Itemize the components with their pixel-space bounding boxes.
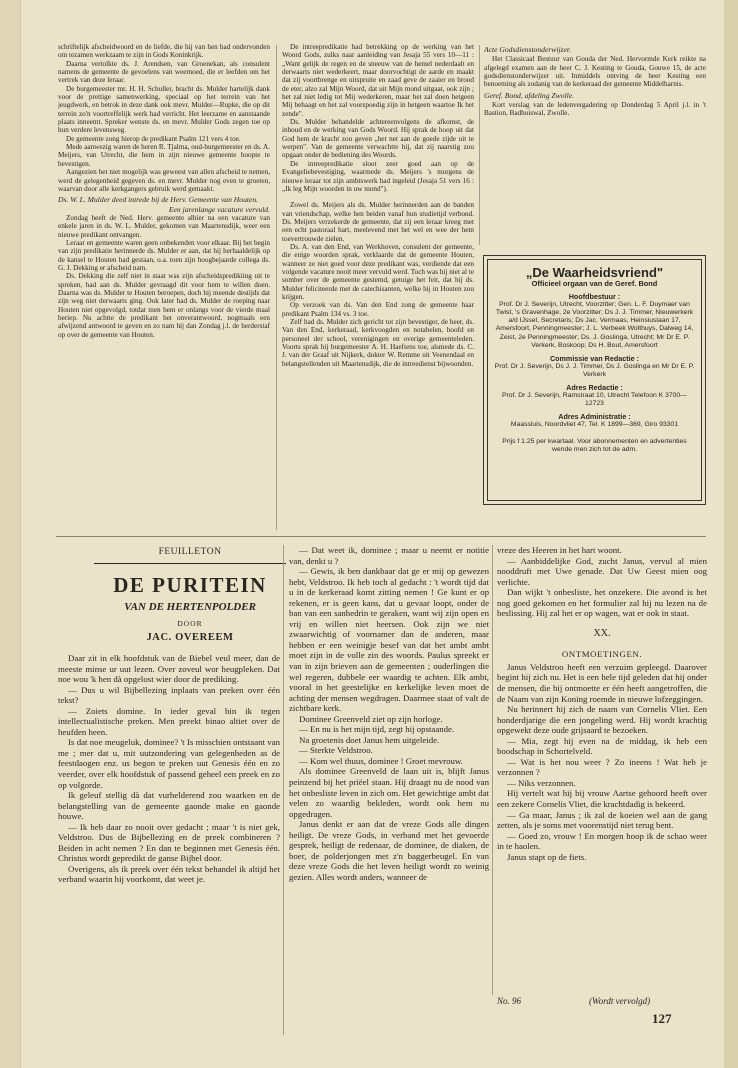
chapter-number: XX. — [593, 627, 611, 639]
paragraph: — Aanbiddelijke God, zucht Janus, vervul al mien nooddruft met Uwe genade. Dat Uw Geest mien oog verlichte. — [497, 555, 707, 587]
paragraph: Janus stapt op de fiets. — [507, 851, 587, 862]
paragraph: Daar zit in elk hoofdstuk van de Biebel veul meer, dan de meeste minse ur uut lezen. Over zoveul wor heugpleken. Dat noe wou 'k hen dà opgelost wier door de prediking. — [58, 653, 280, 685]
serial-title: DE PURITEIN — [113, 573, 267, 597]
page-number: 127 — [652, 1011, 672, 1026]
paragraph: schriftelijk afscheidwoord en de liefde, die hij van hen had ondervonden om tezamen werkzaam te zijn in Gods Koninkrijk. — [58, 43, 270, 60]
paragraph: Zelf had ds. Mulder zich gericht tot zijn bevestiger, de heer, ds. Van den End, kerkeraad, kerkvoogden en notabelen, hoofd en personeel der school, verenigingen en overige gemeenteleden. Voorts sprak hij burgemeester A. H. Haeftens toe, alsmede ds. C. J. van der Graaf uit Nijkerk, dokter W. Remme uit Veenendaal en belangstellenden uit Maartensdijk, die de intreedienst bijwoonden. — [282, 318, 474, 368]
spacer — [282, 193, 474, 201]
masthead-subtitle: Officieel orgaan van de Geref. Bond — [531, 279, 658, 288]
chapter-title: ONTMOETINGEN. — [561, 649, 643, 660]
to-be-continued: (Wordt vervolgd) — [589, 996, 651, 1006]
serial-by-label: DOOR — [177, 619, 203, 628]
serial-author: JAC. OVEREEM — [146, 632, 234, 643]
paragraph: — Zoiets domine. In ieder geval bin ik tegen intellectualistische preken. Men preekt binao altiet over de heufden heen. — [58, 705, 280, 737]
paragraph: De intreepredikatie sloot zeer goed aan op de Evangeliebevestiging, waarmede ds. Meijers 's morgens de nieuwe leraar tot zijn ambtswerk had ingeleid (Jesaja 51 vers 16 : „Ik leg Mijn woorden in uw mond"). — [282, 159, 474, 193]
paragraph: — Sterkte Veldstroo. — [299, 745, 373, 756]
feuilleton-rule — [94, 563, 286, 564]
hoofdbestuur-text: Prof. Dr J. Severijn, Utrecht, Voorzitter; Gen. L. F. Duymaer van Twist, 's Gravenhage, 2e Voorzitter; Ds J. J. Timmer, Nieuwerkerk a/d IJssel, Secretaris; Ds Jac. Vermaas, Heinsiuslaan 17, Amersfoort, Penningmeester; J. L. Verbeek Wolthuys, Dalweg 14, Zeist, 2e Penningmeester; Ds. J. Goslinga, Utrecht; Mr Dr E. P. Verkerk, Boskoop; Ds H. Bout, Amersfoort — [495, 301, 694, 349]
paragraph: Janus Veldstroo heeft een verzuim gepleegd. Daarover begint hij zich nu. Het is een hele tijd geleden dat hij onder de mensen, die hij ontmoette er één heeft aangetroffen, die de Naam van zijn Koning roemde in nieuwe lofzeggingen. — [497, 661, 707, 704]
paragraph: De intreepredikatie had betrekking op de werking van het Woord Gods, zulks naar aanleiding van Jesaja 55 vers 10—11 : „Want gelijk de regen en de sneeuw van de hemel nederdaalt en derwaarts niet wederkeert, maar doorvochtigt de aarde en maakt dat zij voortbrenge en uitspruite en zaad geve de zaaier en brood de eter, alzo zal Mijn Woord, dat uit Mijn mond uitgaat, ook zijn ; het zal niet ledig tot Mij wederkeren, maar het zal doen hetgeen Mij behaagt en het zal voorspoedig zijn in hetgeen waartoe Ik het zende". — [282, 43, 474, 118]
section-heading: Geref. Bond, afdeling Zwolle. — [484, 90, 574, 100]
paragraph: Ik geleuf stellig dà dat vurhelderend zou waarken en de belangstelling van de gemeente gaonde make en gaonde houwe. — [58, 790, 280, 822]
paragraph: Hij vertelt wat hij bij vrouw Aartse gehoord heeft over een zekere Cornelis Vliet, die krachtdadig is bekeerd. — [497, 788, 707, 810]
section-subheading: Een jarenlange vacature vervuld. — [168, 204, 270, 214]
feuilleton-column-1 — [58, 653, 280, 1033]
article-column-3 — [484, 43, 706, 248]
paragraph: Op verzoek van ds. Van den End zong de gemeente haar predikant Psalm 134 vs. 3 toe. — [282, 301, 474, 318]
waarheidsvriend-masthead-box — [483, 255, 706, 505]
feuilleton-heading: FEUILLETON — [158, 547, 222, 557]
hoofdbestuur-label: Hoofdbestuur : — [568, 292, 621, 302]
paragraph: Is dat noe meugeluk, dominee? 't Is misschien ontstaant van me ; mer dat u, mit uutzondering van gelegenheden as de feestdaogen enz. us begon te preken uut Genesis één en zo veerder, over elk hoofdstuk of passend geheel een preek en zo op volgorde. — [58, 737, 280, 790]
paragraph: Mede aanwezig waren de heren R. Tjalma, oud-burgemeester en ds. A. Meijers, van Utrecht, die hem in zijn nieuwe gemeente hoopte te bevestigen. — [58, 143, 270, 168]
paragraph: — Dus u wil Bijbellezing inplaats van preken over één tekst? — [58, 684, 280, 706]
paragraph: — Wat is het nou weer ? Zo ineens ! Wat heb je verzonnen ? — [497, 756, 707, 778]
page-left-edge — [0, 0, 21, 1068]
paragraph: — En nu is het mijn tijd, zegt hij opstaande. — [299, 724, 455, 735]
section-heading: Ds. W. L. Mulder deed intrede bij de Herv. Gemeente van Houten. — [58, 195, 259, 205]
column-rule — [479, 45, 480, 245]
paragraph: Daarna vertolkte ds. J. Arendsen, van Groenekan, als consulent namens de gemeente de gevoelens van weemoed, die er leefden om het vertrek van deze leraar. — [58, 59, 270, 85]
paragraph: De gemeente zong hierop de predikant Psalm 121 vers 4 toe. — [66, 134, 241, 143]
redactie-text: Prof. Dr J. Severijn, Ds J. J. Timmer, Ds J. Goslinga en Mr Dr E. P. Verkerk — [494, 362, 695, 378]
paragraph: Ds. A. van den End, van Werkhoven, consulent der gemeente, die enige woorden sprak, verklaarde dat de gemeente Houten, wanneer ze niet goed voor deze predikant was, verdiende dat een volgende vacature nooit meer vervuld werd. Toch was hij niet al te somber over de gemeente gestemd, getuige het feit, dat hij ds. Mulder feliciteerde met de catechisanten, welke hij in Houten zou krijgen. — [282, 242, 474, 301]
column-rule — [492, 545, 493, 995]
paragraph: Ds. Mulder behandelde achtereenvolgens de afkomst, de inhoud en de werking van Gods Woord. Hij sprak de hoop uit dat God hem de kracht zou geven „het net aan de goede zijde uit te werpen". Van de gemeente verwachtte hij, dat zij naarstig zou opgaan onder de bediening des Woords. — [282, 118, 474, 160]
paragraph: Leraar en gemeente waren geen onbekenden voor elkaar. Bij het begin van zijn predikatie herinnerde ds. Mulder er aan, dat hij herhaaldelijk op de kansel te Houten had gestaan, o.a. toen zijn hoogbejaarde collega ds. G. J. Dekking er afscheid nam. — [58, 238, 270, 272]
paragraph: Nu herinnert hij zich de naam van Cornelis Vliet. Een honderdjarige die een jongeling werd. Hij wordt krachtig opgewekt deze oude grijsaard te bezoeken. — [497, 704, 707, 736]
column-rule — [276, 45, 277, 530]
paragraph: Overigens, als ik preek over één tekst behandel ik altijd het verband waarin hij voorkomt, dat weet je. — [58, 863, 280, 885]
paragraph: — Kom wel thuus, dominee ! Groet mevrouw. — [299, 755, 463, 766]
adres-redactie-label: Adres Redactie : — [566, 383, 623, 393]
adres-administratie-text: Maassluis, Noordvliet 47, Tel. K 1899—369, Giro 93301 — [510, 421, 679, 429]
article-column-2 — [282, 43, 474, 530]
serial-number: No. 96 — [497, 996, 522, 1006]
section-divider — [56, 536, 706, 537]
paragraph: Kort verslag van de ledenvergadering op Donderdag 5 April j.l. in 't Bastion, Badhuiswal, Zwolle. — [484, 101, 706, 118]
paragraph: vreze des Heeren in het hart woont. — [497, 545, 622, 555]
paragraph: De burgemeester mr. H. H. Schuller, bracht ds. Mulder hartelijk dank voor de prettige samenwerking, speciaal op het terrein van het jeugdwerk, en betrok in deze dank ook mevr. Mulder—Rupke, die op dit terrein zo'n voortreffelijk werk had verricht. Het leerzame en aanstaande plaats inneemt. Spreker wenste ds. en mevr. Mulder Gods zegen toe op hun verdere levensweg. — [58, 84, 270, 135]
paragraph: — Ik heb daar zo nooit over gedacht ; maar 't is niet gek, Veldstroo. Dus de Bijbellezing en de preek combineren ? Beiden in acht nemen ? En dan te beginnen met Genesis één. Christus wordt gepredikt de ganse Bijbel door. — [58, 821, 280, 864]
paragraph: Dan wijkt 't onbesliste, het onzekere. Die avond is het nog goed gekomen en het formulier zal hij nu lezen na de beslissing. Hij zal het er op wagen, wat er ook in staat. — [497, 587, 707, 619]
paragraph: — Goed zo, vrouw ! En morgen hoop ik de schao weer in te haolen. — [497, 830, 707, 852]
serial-subtitle: VAN DE HERTENPOLDER — [124, 601, 256, 613]
adres-administratie-label: Adres Administratie : — [558, 412, 631, 422]
paragraph: — Mia, zegt hij even na de middag, ik heb een boodschap in Schortelveld. — [497, 735, 707, 757]
page-right-edge — [724, 0, 738, 1068]
paragraph: Janus denkt er aan dat de vreze Gods alle dingen heiligt. De vreze Gods, in verband met het gevoerde gesprek, heiligt de redenaar, de dominee, de diaken, de boer, de polderjongen met z'n baggerbeugel. En van deze vreze Gods die het leven heiligt wordt zo weinig gezien. Alles wordt anders, wanneer de — [289, 819, 489, 882]
paragraph: Zondag heeft de Ned. Herv. gemeente alhier na een vacature van enkele jaren in ds. W. L. Mulder, gekomen van Maartensdijk, weer een nieuwe predikant ontvangen. — [58, 213, 270, 239]
paragraph: — Niks verzonnen. — [507, 777, 576, 788]
prijs-text: Prijs f 1.25 per kwartaal. Voor abonnementen en advertenties wende men zich tot de adm. — [502, 437, 687, 453]
paragraph: — Ga maar, Janus ; ik zal de koeien wel aan de gang zetten, als je soms met voorenstijd niet terug bent. — [497, 809, 707, 831]
feuilleton-column-3 — [497, 545, 707, 995]
section-heading: Acte Godsdienstonderwijzer. — [484, 45, 571, 54]
paragraph: Zowel ds. Meijers als ds. Mulder herinnerden aan de banden van vriendschap, welke hen beiden vanaf hun studietijd verbond. Ds. Meijers verzekerde de gemeente, dat zij een leraar kreeg met een echt pastoraal hart, meelevend met het wel en wee der hem toevertrouwde zielen. — [282, 201, 474, 243]
article-column-1 — [58, 43, 270, 530]
paragraph: — Dat weet ik, dominee ; maar u neemt er notitie van, denkt u ? — [289, 545, 489, 566]
paragraph: Als dominee Greenveld de laan uit is, blijft Janus peinzend bij het priëel staan. Hij draagt nu de nood van het onbesliste leven in zich om. Het gewichtige ambt dat velen zo waardig bekleden, wordt ook hem nu opgedragen. — [289, 766, 489, 819]
adres-redactie-text: Prof. Dr J. Severijn, Ramstraat 10, Utrecht Telefoon K 3700—12723 — [502, 392, 687, 408]
paragraph: Ds. Dekking die zelf niet in staat was zijn afscheidspredikiing uit te spreken, had aan ds. Mulder gevraagd dit voor hem te willen doen. Daarna was ds. Mulder te Houten beroepen, doch hij meende destijds dat zijn weg niet derwaarts ging. Ook later had ds. Mulder de roeping naar Houten niet opgevolgd, totdat men hem er onlangs voor de vierde maal beriep. Nu achtte de predikant het onverantwoord, nogmaals een afwijzend antwoord te geven en zo nam hij dan Zondag j.l. de herderstaf op over de gemeente van Houten. — [58, 272, 270, 339]
column-rule — [283, 545, 284, 1035]
paragraph: Aangezien het niet mogelijk was geweest van allen afscheid te nemen, werd de gelegenheid gegeven ds. en mevr. Mulder nog even te groeten, waarvan door alle kerkgangers gebruik werd gemaakt. — [58, 168, 270, 193]
feuilleton-column-2 — [289, 545, 489, 985]
paragraph: Na groetenis doet Janus hem uitgeleide. — [299, 734, 440, 745]
paragraph: — Gewis, ik ben dankbaar dat ge er mij op gewezen hebt, Veldstroo. Ik heb toch al gedacht : 't wordt tijd dat u in de kerkeraad komt zitting nemen ! Ge kunt er op rekenen, er is geen kans, dat u gevaar loopt, onder de ban van een sanhedrin te geraken, want wij zijn open en vrij en willen niet heersen. Ook zijn we niet zwaarwichtig of voornamer dan de anderen, maar hebben er een weinigje besef van dat het ambt ambt moet zijn in de volle zin des woords. Paulus spreekt er van in zijn brieven aan de gemeenten ; ouderlingen die wel regeren, dubbele eer waardig te achten. Elk ambt, vooral in het geestelijke en kerkelijke leven moet de achting der mensen wegdragen. Daarmee staat of valt de zichtbare kerk. — [289, 566, 489, 714]
redactie-label: Commissie van Redactie : — [549, 353, 640, 363]
masthead-title: „De Waarheidsvriend" — [525, 265, 664, 280]
paragraph: Dominee Greenveld ziet op zijn horloge. — [299, 713, 443, 724]
paragraph: Het Classicaal Bestuur van Gouda der Ned. Hervormde Kerk reikte na afgelegd examen aan de heer C. J. Kesting te Gouda, Gouwe 15, de acte godsdienstonderwijzer uit. Inmiddels ontving de heer Kesting een benoeming als zodanig van de kerkeraad der gemeente Middelharnis. — [484, 55, 706, 89]
